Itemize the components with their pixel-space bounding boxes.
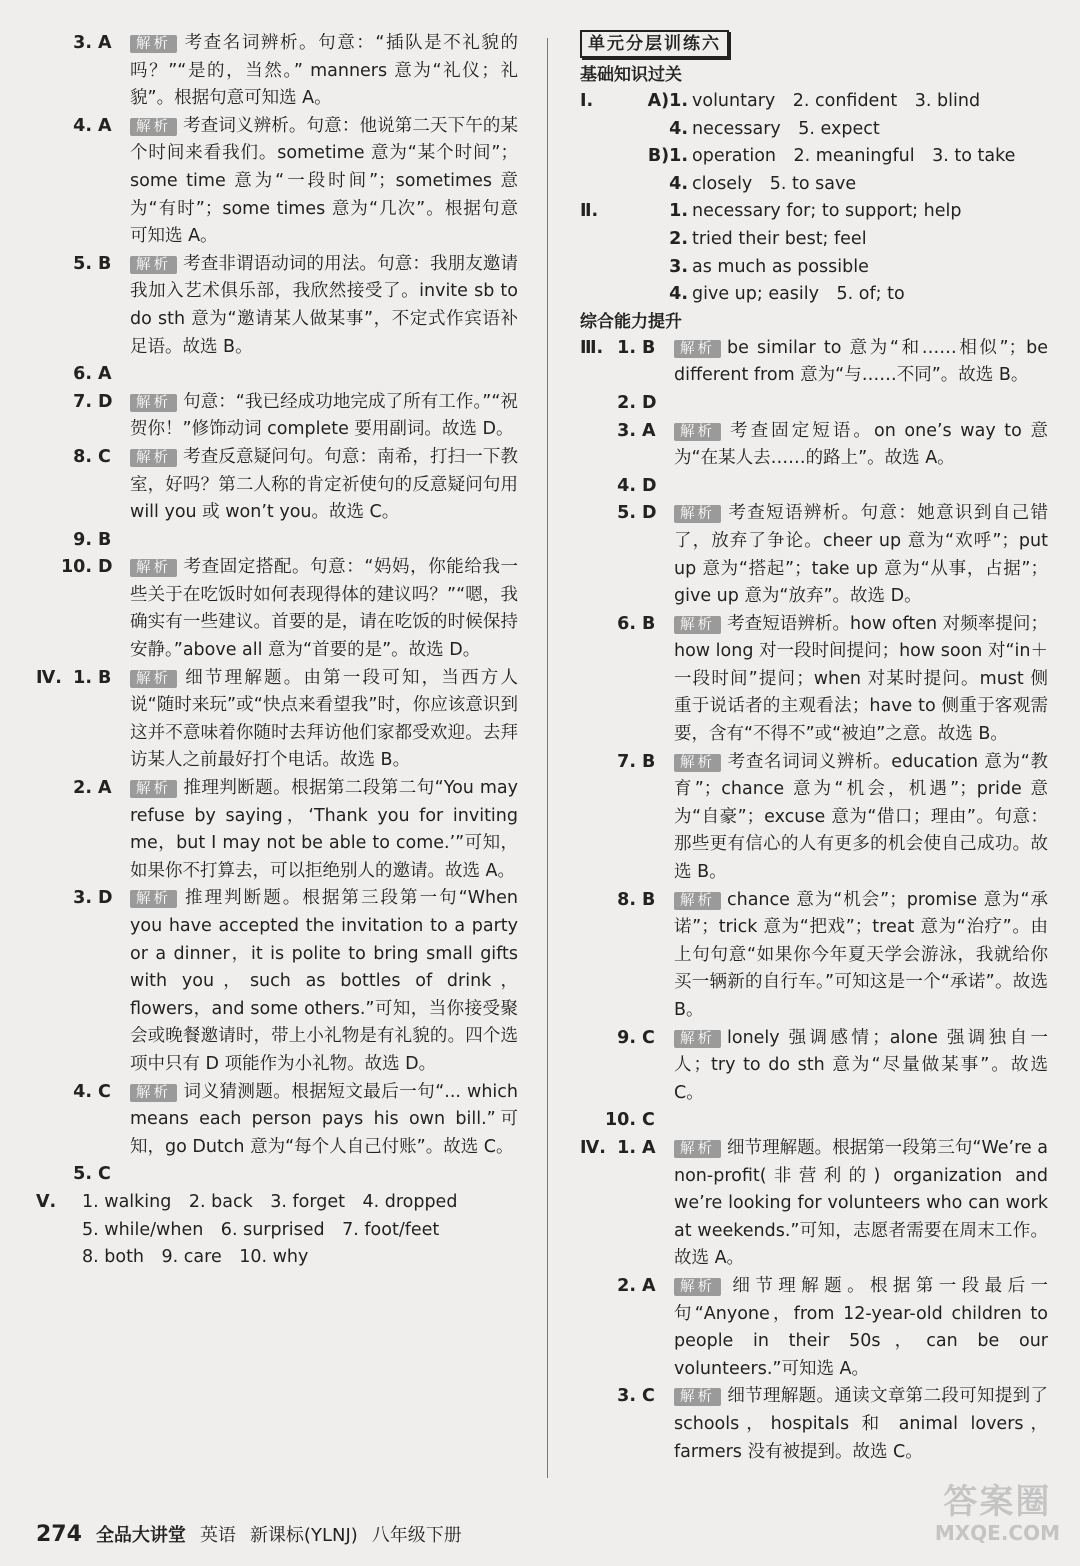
explanation-text: 考查固定短语。on one’s way to 意为“在某人去……的路上”。故选 A。 — [674, 420, 1048, 469]
basic-answers: operation 2. meaningful 3. to take — [692, 146, 1016, 167]
analysis-tag: 解析 — [130, 670, 177, 688]
section-roman — [580, 116, 622, 144]
item-number: 3. — [669, 256, 688, 277]
item-number: 1. — [617, 1137, 636, 1158]
item-number: 9. — [617, 1027, 636, 1048]
basic-answers: as much as possible — [692, 256, 869, 277]
section-roman: Ⅰ. — [580, 91, 594, 111]
answer-item — [36, 885, 518, 1078]
answer-item — [36, 113, 518, 251]
item-number: 4. — [669, 118, 688, 139]
section-roman — [580, 887, 602, 1025]
basic-answers: tried their best; feel — [692, 228, 867, 249]
basic-answer-line — [580, 198, 1048, 226]
item-answer: B — [642, 751, 656, 772]
section-roman — [36, 554, 58, 664]
item-answer: B — [642, 613, 656, 634]
answer-item — [36, 775, 518, 885]
answer-item — [580, 1135, 1048, 1273]
explanation-text: 细节理解题。由第一段可知，当西方人说“随时来玩”或“快点来看望我”时，你应该意识到这并不意味着你随时去拜访他们家都受欢迎。去拜访某人之前最好打个电话。故选 B。 — [130, 667, 518, 771]
item-answer: D — [642, 475, 657, 496]
section-roman — [580, 390, 602, 418]
analysis-tag: 解析 — [130, 1084, 177, 1102]
analysis-tag: 解析 — [674, 423, 721, 441]
section-roman — [36, 444, 58, 527]
item-number: 10. — [60, 557, 92, 578]
answer-item — [36, 1079, 518, 1162]
item-answer: B — [98, 253, 112, 274]
item-explanation — [130, 389, 518, 444]
item-answer: C — [642, 1027, 655, 1048]
section-roman — [36, 1079, 58, 1162]
section-roman — [580, 226, 622, 254]
item-explanation — [130, 30, 518, 113]
left-column — [36, 30, 518, 1272]
fill-answer-line — [36, 1244, 518, 1272]
item-answer: A — [98, 778, 112, 799]
explanation-text: 句意：“我已经成功地完成了所有工作。”“祝贺你！”修饰动词 complete 要用副词。故选 D。 — [130, 391, 518, 440]
item-answer: A — [98, 115, 112, 136]
section-roman — [580, 500, 602, 610]
answer-item — [580, 1273, 1048, 1383]
section-roman — [36, 527, 58, 555]
section-roman — [580, 749, 602, 887]
item-explanation — [130, 251, 518, 361]
item-number: 1. — [669, 201, 688, 222]
watermark-site: MXQE.COM — [934, 1521, 1060, 1545]
answer-item — [580, 1107, 1048, 1135]
analysis-tag: 解析 — [130, 780, 177, 798]
section-roman — [580, 1025, 602, 1108]
answer-item — [36, 527, 518, 555]
analysis-tag: 解析 — [674, 616, 721, 634]
analysis-tag: 解析 — [674, 892, 721, 910]
section-roman — [580, 418, 602, 473]
section-roman: Ⅴ. — [36, 1191, 57, 1212]
answer-item — [580, 500, 1048, 610]
item-explanation — [130, 113, 518, 251]
basic-answer-line — [580, 171, 1048, 199]
item-number: 6. — [73, 364, 92, 385]
basic-answers: give up; easily 5. of; to — [692, 284, 905, 305]
item-explanation — [130, 1079, 518, 1162]
book-brand: 全品大讲堂 — [95, 1525, 186, 1546]
item-number: 3. — [617, 420, 636, 441]
explanation-text: 考查词义辨析。句意：他说第二天下午的某个时间来看我们。sometime 意为“某个时间”；some time 意为“一段时间”；sometimes 意为“有时”；some times 意为“几次”。根据句意可知选 A。 — [130, 115, 518, 247]
item-number: 4. — [617, 475, 636, 496]
item-explanation — [130, 1161, 518, 1189]
item-number: 3. — [617, 1386, 636, 1407]
fill-answers: 8. both 9. care 10. why — [82, 1247, 309, 1268]
explanation-text: 考查名词词义辨析。education 意为“教育”；chance 意为“机会，机遇”；pride 意为“自豪”；excuse 意为“借口；理由”。句意：那些更有信心的人有更多的机会使自己成功。故选 B。 — [674, 751, 1048, 883]
item-number: 6. — [617, 613, 636, 634]
explanation-text: 推理判断题。根据第三段第一句“When you have accepted the invitation to a party or a dinner，it is polite to bring small gifts with you，such as bottles of drink，flowers，and some others.”可知，当你接受聚会或晚餐邀请时，带上小礼物是有礼貌的。四个选项中只有 D 项能作为小礼物。故选 D。 — [130, 888, 518, 1074]
item-answer: D — [98, 391, 113, 412]
item-answer: B — [98, 529, 112, 550]
edition-label: 新课标(YLNJ) — [249, 1525, 358, 1546]
section-roman — [580, 171, 622, 199]
section-roman — [36, 1217, 58, 1245]
item-number: 2. — [617, 1275, 636, 1296]
item-number: 2. — [669, 228, 688, 249]
explanation-text: lonely 强调感情；alone 强调独自一人；try to do sth 意为“尽量做某事”。故选 C。 — [674, 1027, 1048, 1103]
section-roman — [36, 775, 58, 885]
item-answer: B — [642, 889, 656, 910]
answer-item — [580, 473, 1048, 501]
item-number: 4. — [73, 115, 92, 136]
item-answer: C — [98, 446, 111, 467]
item-answer: A — [98, 33, 112, 53]
section-roman — [580, 254, 622, 282]
item-explanation — [674, 500, 1048, 610]
item-answer: D — [642, 392, 657, 413]
item-number: 9. — [73, 529, 92, 550]
section-roman — [580, 1273, 602, 1383]
item-explanation — [674, 418, 1048, 473]
item-answer: D — [98, 557, 113, 578]
item-explanation — [674, 887, 1048, 1025]
section-roman — [580, 473, 602, 501]
answer-item — [580, 611, 1048, 749]
section-roman — [36, 251, 58, 361]
explanation-text: be similar to 意为“和……相似”；be different from 意为“与……不同”。故选 B。 — [674, 337, 1048, 386]
section-roman — [580, 611, 602, 749]
section-roman — [36, 113, 58, 251]
answer-item — [36, 444, 518, 527]
item-answer: B — [98, 667, 112, 688]
basic-answers: necessary for; to support; help — [692, 201, 962, 222]
unit-title: 单元分层训练六 — [580, 30, 729, 58]
item-explanation — [674, 390, 1048, 418]
answer-item — [36, 554, 518, 664]
item-number: 1. — [617, 337, 636, 358]
item-explanation — [674, 749, 1048, 887]
item-number: 10. — [604, 1110, 636, 1131]
page-footer — [36, 1522, 462, 1549]
explanation-text: 考查固定搭配。句意：“妈妈，你能给我一些关于在吃饭时如何表现得体的建议吗？”“嗯，我确实有一些建议。首要的是，请在吃饭的时候保持安静。”above all 意为“首要的是”。故选 D。 — [130, 557, 518, 661]
item-answer: C — [98, 1164, 111, 1185]
basic-answer-line — [580, 254, 1048, 282]
column-divider — [547, 38, 548, 1478]
item-explanation — [130, 554, 518, 664]
item-number: 7. — [617, 751, 636, 772]
basic-answers: voluntary 2. confident 3. blind — [692, 91, 981, 111]
analysis-tag: 解析 — [130, 394, 177, 412]
explanation-text: 考查名词辨析。句意：“插队是不礼貌的吗？”“是的，当然。” manners 意为“礼仪；礼貌”。根据句意可知选 A。 — [130, 33, 518, 109]
item-number: 3. — [73, 888, 92, 909]
answer-item — [580, 1383, 1048, 1466]
item-explanation — [674, 1107, 1048, 1135]
explanation-text: 考查短语辨析。句意：她意识到自己错了，放弃了争论。cheer up 意为“欢呼”；put up 意为“搭起”；take up 意为“从事，占据”；give up 意为“放弃”。故选 D。 — [674, 503, 1048, 607]
item-answer: A — [98, 364, 112, 385]
section-roman — [580, 1107, 602, 1135]
section-roman — [36, 361, 58, 389]
section-roman — [36, 1161, 58, 1189]
item-number: 8. — [73, 446, 92, 467]
answer-item — [36, 389, 518, 444]
answer-item — [580, 1025, 1048, 1108]
answer-item — [580, 418, 1048, 473]
basic-answers: necessary 5. expect — [692, 118, 880, 139]
watermark-logo: 答案圈 — [943, 1482, 1052, 1522]
section-roman — [580, 143, 622, 171]
item-explanation — [130, 444, 518, 527]
answer-item — [36, 1161, 518, 1189]
item-explanation — [130, 665, 518, 775]
explanation-text: 细节理解题。通读文章第二段可知提到了 schools，hospitals 和 animal lovers，farmers 没有被提到。故选 C。 — [674, 1386, 1048, 1462]
item-explanation — [130, 361, 518, 389]
section-roman: Ⅳ. — [36, 667, 62, 688]
analysis-tag: 解析 — [130, 449, 177, 467]
item-answer: B — [642, 337, 656, 358]
item-explanation — [674, 1025, 1048, 1108]
item-explanation — [130, 527, 518, 555]
analysis-tag: 解析 — [674, 340, 721, 358]
fill-answers: 1. walking 2. back 3. forget 4. dropped — [82, 1191, 458, 1212]
section-roman: Ⅲ. — [580, 337, 604, 358]
analysis-tag: 解析 — [674, 505, 721, 523]
item-explanation — [674, 1383, 1048, 1466]
item-explanation — [674, 473, 1048, 501]
explanation-text: 细节理解题。根据第一段第三句“We’re a non-profit(非营利的) organization and we’re looking for volunteers who can work at weekends.”可知，志愿者需要在周末工作。故选 A。 — [674, 1137, 1048, 1269]
analysis-tag: 解析 — [130, 559, 177, 577]
item-number: B)1. — [647, 146, 688, 167]
section-roman: Ⅳ. — [580, 1137, 606, 1158]
item-number: 4. — [669, 284, 688, 305]
item-number: 5. — [73, 253, 92, 274]
explanation-text: 考查短语辨析。how often 对频率提问；how long 对一段时间提问；how soon 对“in＋一段时间”提问；when 对某时提问。must 侧重于说话者的主观看法；have to 侧重于客观需要，含有“不得不”或“被迫”之意。故选 B。 — [674, 613, 1048, 745]
item-number: 5. — [73, 1164, 92, 1185]
item-number: 5. — [617, 503, 636, 524]
basic-answer-line — [580, 88, 1048, 116]
section-roman — [36, 389, 58, 444]
item-answer: C — [642, 1110, 655, 1131]
fill-answers: 5. while/when 6. surprised 7. foot/feet — [82, 1219, 440, 1240]
fill-answer-line — [36, 1217, 518, 1245]
analysis-tag: 解析 — [130, 118, 177, 136]
basic-answer-line — [580, 281, 1048, 309]
item-number: 7. — [73, 391, 92, 412]
answer-item — [580, 749, 1048, 887]
analysis-tag: 解析 — [674, 1388, 721, 1406]
section-heading-ability: 综合能力提升 — [580, 311, 682, 332]
page-number: 274 — [36, 1522, 82, 1547]
item-answer: C — [98, 1081, 111, 1102]
answer-item — [36, 251, 518, 361]
item-number: 3. — [73, 33, 92, 53]
section-roman — [580, 1383, 602, 1466]
fill-answer-line — [36, 1189, 518, 1217]
section-roman — [36, 885, 58, 1078]
item-answer: D — [98, 888, 113, 909]
grade-label: 八年级下册 — [371, 1525, 462, 1546]
answer-item — [580, 335, 1048, 390]
right-column — [580, 30, 1048, 1466]
item-explanation — [674, 1273, 1048, 1383]
item-number: A)1. — [647, 91, 688, 111]
item-answer: A — [642, 1275, 656, 1296]
explanation-text: 细节理解题。根据第一段最后一句“Anyone，from 12-year-old children to people in their 50s，can be our volunteers.”可知选 A。 — [674, 1275, 1048, 1379]
answer-item — [580, 887, 1048, 1025]
item-explanation — [674, 611, 1048, 749]
watermark — [935, 1482, 1060, 1544]
answer-item — [36, 30, 518, 113]
item-answer: D — [642, 503, 657, 524]
section-heading-basic: 基础知识过关 — [580, 65, 682, 85]
analysis-tag: 解析 — [674, 1140, 721, 1158]
item-explanation — [130, 885, 518, 1078]
item-number: 8. — [617, 889, 636, 910]
item-answer: A — [642, 1137, 656, 1158]
section-roman — [36, 30, 58, 113]
analysis-tag: 解析 — [674, 754, 721, 772]
analysis-tag: 解析 — [130, 256, 177, 274]
item-number: 4. — [669, 173, 688, 194]
item-explanation — [130, 775, 518, 885]
item-explanation — [674, 335, 1048, 390]
section-roman — [580, 281, 622, 309]
section-roman — [36, 1244, 58, 1272]
basic-answer-line — [580, 116, 1048, 144]
item-number: 2. — [73, 778, 92, 799]
item-number: 4. — [73, 1081, 92, 1102]
explanation-text: 考查反意疑问句。句意：南希，打扫一下教室，好吗？第二人称的肯定祈使句的反意疑问句用 will you 或 won’t you。故选 C。 — [130, 446, 518, 523]
explanation-text: chance 意为“机会”；promise 意为“承诺”；trick 意为“把戏”；treat 意为“治疗”。由上句句意“如果你今年夏天学会游泳，我就给你买一辆新的自行车。”可知这是一个“承诺”。故选 B。 — [674, 889, 1048, 1020]
analysis-tag: 解析 — [674, 1030, 721, 1048]
item-number: 2. — [617, 392, 636, 413]
answer-item — [36, 665, 518, 775]
explanation-text: 词义猜测题。根据短文最后一句“... which means each person pays his own bill.”可知，go Dutch 意为“每个人自己付账”。故选 C。 — [130, 1081, 518, 1157]
analysis-tag: 解析 — [130, 890, 177, 908]
basic-answer-line — [580, 226, 1048, 254]
analysis-tag: 解析 — [674, 1278, 721, 1296]
answer-item — [580, 390, 1048, 418]
analysis-tag: 解析 — [130, 35, 177, 53]
section-roman: Ⅱ. — [580, 201, 599, 222]
answer-item — [36, 361, 518, 389]
basic-answer-line — [580, 143, 1048, 171]
item-answer: C — [642, 1386, 655, 1407]
basic-answers: closely 5. to save — [692, 173, 857, 194]
subject-label: 英语 — [199, 1525, 236, 1546]
item-number: 1. — [73, 667, 92, 688]
explanation-text: 推理判断题。根据第二段第二句“You may refuse by saying，‘Thank you for inviting me，but I may not be able to come.’”可知，如果你不打算去，可以拒绝别人的邀请。故选 A。 — [130, 778, 518, 881]
item-answer: A — [642, 420, 656, 441]
item-explanation — [674, 1135, 1048, 1273]
explanation-text: 考查非谓语动词的用法。句意：我朋友邀请我加入艺术俱乐部，我欣然接受了。invite sb to do sth 意为“邀请某人做某事”，不定式作宾语补足语。故选 B。 — [130, 253, 518, 357]
